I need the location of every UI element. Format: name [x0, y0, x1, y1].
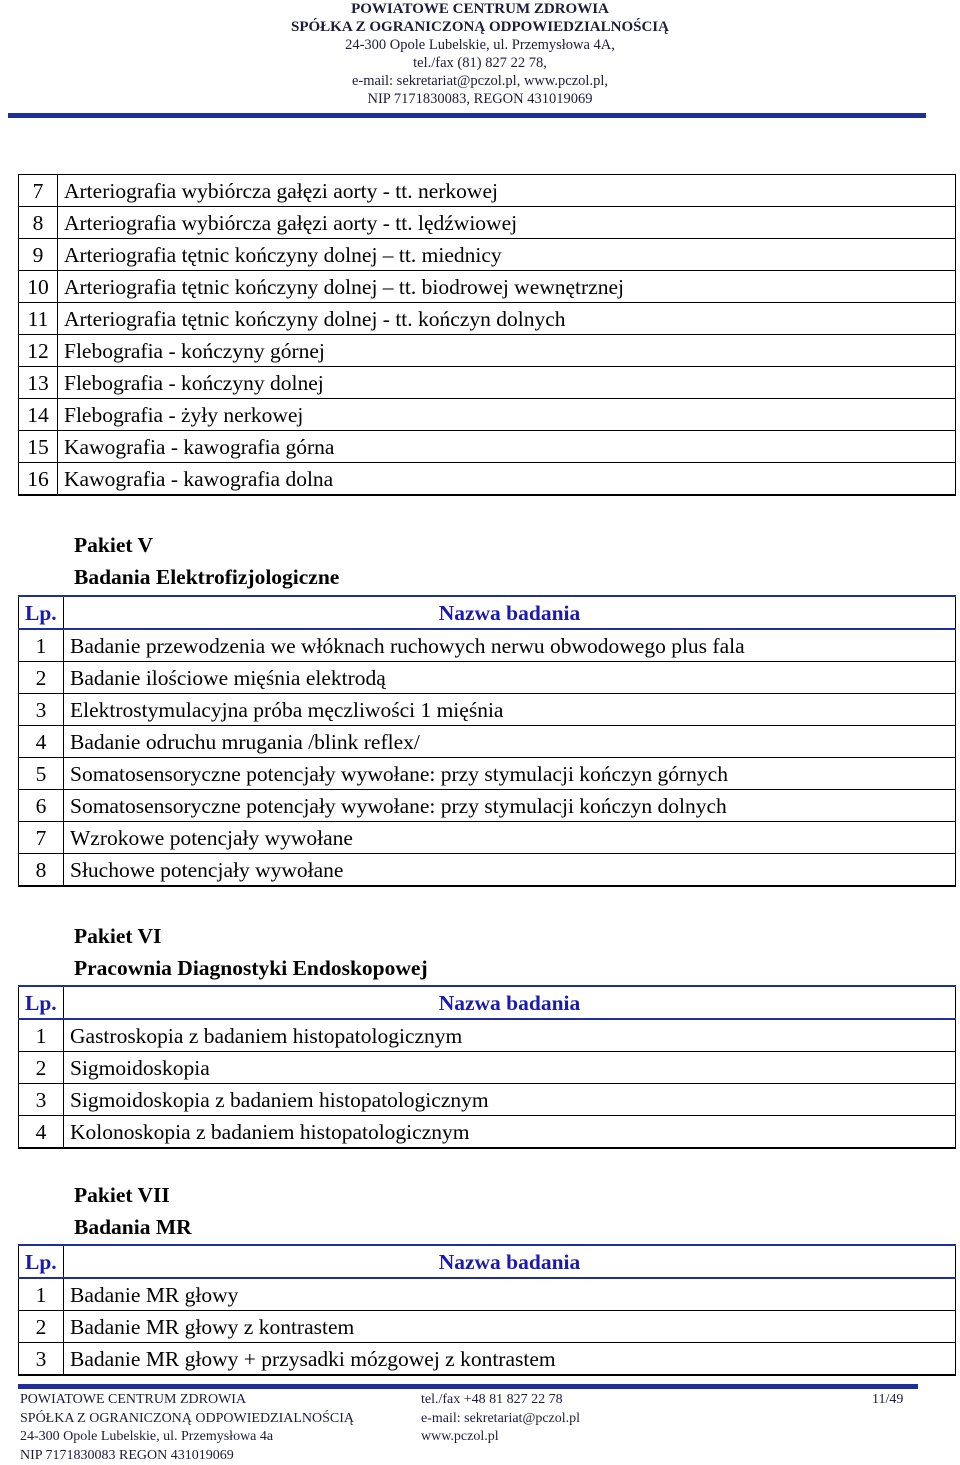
row-name: Flebografia - żyły nerkowej	[58, 399, 956, 431]
row-lp: 5	[19, 758, 64, 790]
table-pakiet6	[18, 985, 956, 1149]
company-type: SPÓŁKA Z OGRANICZONĄ ODPOWIEDZIALNOŚCIĄ	[0, 18, 960, 36]
row-lp: 3	[19, 694, 64, 726]
row-name: Badanie przewodzenia we włóknach ruchowych nerwu obwodowego plus fala	[64, 629, 956, 662]
company-phone: tel./fax (81) 827 22 78,	[0, 54, 960, 72]
footer-line: NIP 7171830083 REGON 431019069	[20, 1447, 354, 1465]
row-name: Badanie MR głowy z kontrastem	[64, 1311, 956, 1343]
row-name: Badanie MR głowy	[64, 1278, 956, 1311]
pakiet5-title: Pakiet V	[74, 529, 153, 561]
row-lp: 1	[19, 629, 64, 662]
table-row	[19, 790, 956, 822]
page-number: 11/49	[872, 1391, 903, 1410]
row-name: Elektrostymulacyjna próba męczliwości 1 mięśnia	[64, 694, 956, 726]
table-pakiet7	[18, 1244, 956, 1376]
row-name: Gastroskopia z badaniem histopatologicznym	[64, 1019, 956, 1052]
pakiet7-title: Pakiet VII	[74, 1179, 170, 1211]
letterhead	[0, 0, 960, 108]
table-row	[19, 1343, 956, 1376]
row-lp: 6	[19, 790, 64, 822]
table-row	[19, 694, 956, 726]
row-lp: 1	[19, 1278, 64, 1311]
table-row	[19, 662, 956, 694]
company-address: 24-300 Opole Lubelskie, ul. Przemysłowa 4A,	[0, 36, 960, 54]
footer-phone: tel./fax +48 81 827 22 78	[421, 1391, 580, 1410]
pakiet7-subtitle: Badania MR	[74, 1211, 192, 1243]
table-header-row	[19, 596, 956, 629]
row-name: Badanie MR głowy + przysadki mózgowej z kontrastem	[64, 1343, 956, 1376]
table-pakiet-prev	[18, 174, 956, 496]
row-lp: 8	[19, 207, 58, 239]
row-lp: 1	[19, 1019, 64, 1052]
footer-www: www.pczol.pl	[421, 1428, 580, 1447]
row-name: Arteriografia wybiórcza gałęzi aorty - tt. nerkowej	[58, 175, 956, 207]
col-lp-header: Lp.	[19, 1245, 64, 1278]
row-lp: 11	[19, 303, 58, 335]
table-row	[19, 629, 956, 662]
pakiet6-subtitle: Pracownia Diagnostyki Endoskopowej	[74, 952, 428, 984]
row-name: Sigmoidoskopia	[64, 1052, 956, 1084]
table-row	[19, 854, 956, 887]
row-name: Arteriografia tętnic kończyny dolnej – tt. miednicy	[58, 239, 956, 271]
row-lp: 3	[19, 1084, 64, 1116]
row-name: Kolonoskopia z badaniem histopatologicznym	[64, 1116, 956, 1149]
row-lp: 16	[19, 463, 58, 496]
row-lp: 12	[19, 335, 58, 367]
footer-line: POWIATOWE CENTRUM ZDROWIA	[20, 1391, 354, 1410]
table-header-row	[19, 1245, 956, 1278]
table-row	[19, 1084, 956, 1116]
row-lp: 7	[19, 175, 58, 207]
table-row	[19, 431, 956, 463]
pakiet6-title: Pakiet VI	[74, 920, 161, 952]
table-row	[19, 1311, 956, 1343]
row-lp: 4	[19, 1116, 64, 1149]
row-lp: 15	[19, 431, 58, 463]
row-lp: 7	[19, 822, 64, 854]
row-name: Sigmoidoskopia z badaniem histopatologicznym	[64, 1084, 956, 1116]
table-row	[19, 303, 956, 335]
row-lp: 2	[19, 662, 64, 694]
table-row	[19, 271, 956, 303]
col-name-header: Nazwa badania	[64, 986, 956, 1019]
col-name-header: Nazwa badania	[64, 1245, 956, 1278]
table-row	[19, 1019, 956, 1052]
col-lp-header: Lp.	[19, 596, 64, 629]
row-name: Arteriografia tętnic kończyny dolnej – tt. biodrowej wewnętrznej	[58, 271, 956, 303]
table-pakiet5	[18, 595, 956, 887]
row-name: Słuchowe potencjały wywołane	[64, 854, 956, 887]
table-row	[19, 1278, 956, 1311]
footer-line: SPÓŁKA Z OGRANICZONĄ ODPOWIEDZIALNOŚCIĄ	[20, 1410, 354, 1429]
row-lp: 2	[19, 1311, 64, 1343]
table-row	[19, 239, 956, 271]
row-name: Badanie ilościowe mięśnia elektrodą	[64, 662, 956, 694]
row-name: Flebografia - kończyny górnej	[58, 335, 956, 367]
row-lp: 10	[19, 271, 58, 303]
footer-divider	[18, 1384, 918, 1389]
row-name: Somatosensoryczne potencjały wywołane: przy stymulacji kończyn górnych	[64, 758, 956, 790]
table-row	[19, 822, 956, 854]
table-row	[19, 1052, 956, 1084]
row-lp: 9	[19, 239, 58, 271]
row-lp: 8	[19, 854, 64, 887]
table-row	[19, 335, 956, 367]
table-row	[19, 463, 956, 496]
company-nip: NIP 7171830083, REGON 431019069	[0, 90, 960, 108]
row-name: Flebografia - kończyny dolnej	[58, 367, 956, 399]
row-lp: 3	[19, 1343, 64, 1376]
col-name-header: Nazwa badania	[64, 596, 956, 629]
footer-email: e-mail: sekretariat@pczol.pl	[421, 1410, 580, 1429]
row-name: Wzrokowe potencjały wywołane	[64, 822, 956, 854]
table-row	[19, 399, 956, 431]
pakiet5-subtitle: Badania Elektrofizjologiczne	[74, 561, 339, 593]
row-name: Arteriografia wybiórcza gałęzi aorty - tt. lędźwiowej	[58, 207, 956, 239]
row-name: Kawografia - kawografia dolna	[58, 463, 956, 496]
table-row	[19, 207, 956, 239]
footer-contact	[421, 1391, 580, 1447]
company-email: e-mail: sekretariat@pczol.pl, www.pczol.pl,	[0, 72, 960, 90]
header-divider	[8, 113, 926, 118]
table-row	[19, 726, 956, 758]
row-lp: 13	[19, 367, 58, 399]
row-lp: 14	[19, 399, 58, 431]
row-lp: 4	[19, 726, 64, 758]
table-row	[19, 1116, 956, 1149]
row-name: Kawografia - kawografia górna	[58, 431, 956, 463]
table-row	[19, 758, 956, 790]
row-name: Somatosensoryczne potencjały wywołane: przy stymulacji kończyn dolnych	[64, 790, 956, 822]
company-name: POWIATOWE CENTRUM ZDROWIA	[0, 0, 960, 18]
footer-line: 24-300 Opole Lubelskie, ul. Przemysłowa 4a	[20, 1428, 354, 1447]
table-row	[19, 367, 956, 399]
col-lp-header: Lp.	[19, 986, 64, 1019]
row-name: Badanie odruchu mrugania /blink reflex/	[64, 726, 956, 758]
row-name: Arteriografia tętnic kończyny dolnej - tt. kończyn dolnych	[58, 303, 956, 335]
row-lp: 2	[19, 1052, 64, 1084]
footer-company	[20, 1391, 354, 1465]
table-row	[19, 175, 956, 207]
table-header-row	[19, 986, 956, 1019]
